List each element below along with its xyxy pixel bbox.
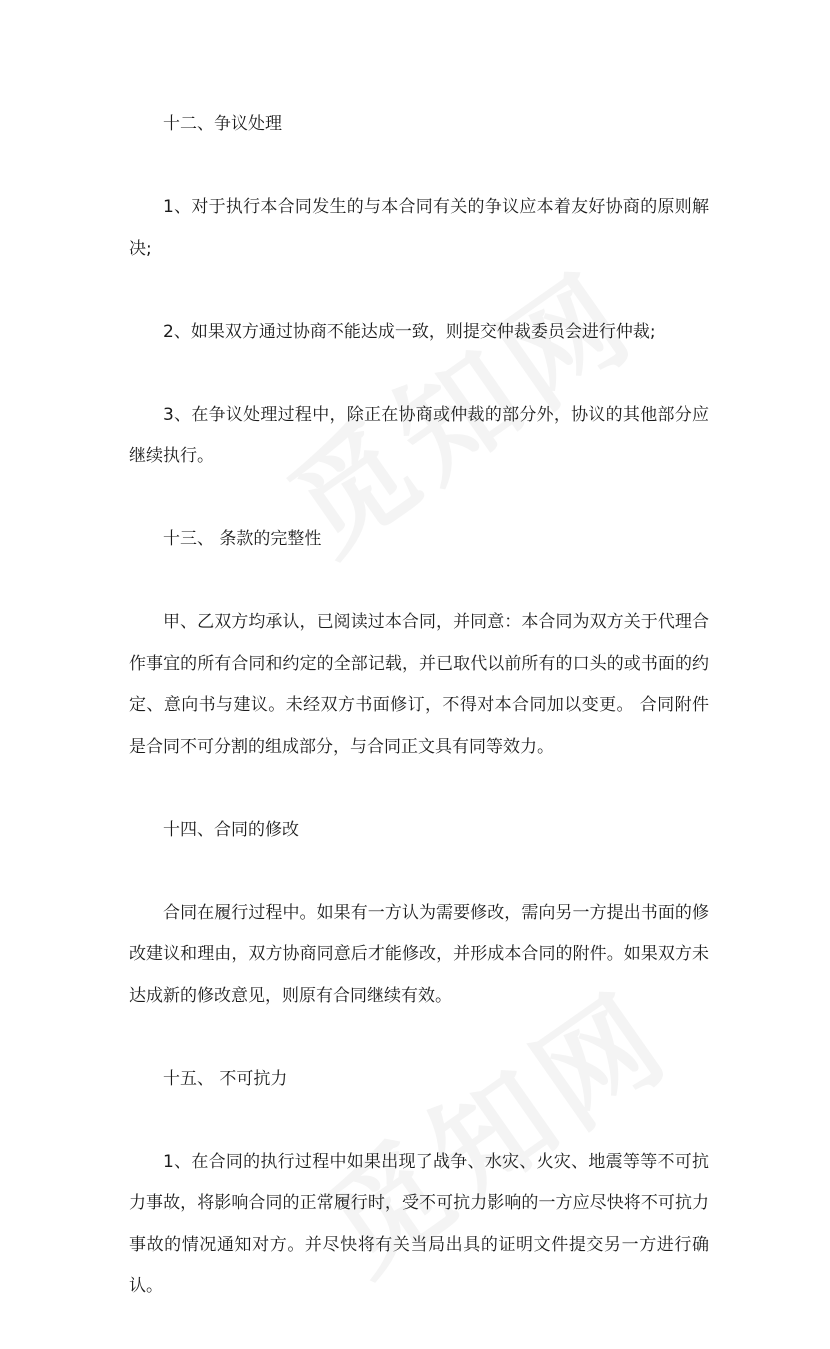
section-heading: 十二、争议处理 — [163, 114, 282, 134]
document-body — [129, 104, 709, 1349]
paragraph: 甲、乙双方均承认，已阅读过本合同，并同意：本合同为双方关于代理合作事宜的所有合同和约定的全部记载，并已取代以前所有的口头的或书面的约定、意向书与建议。未经双方书面修订，不得对本合同加以变更。 合同附件是合同不可分割的组成部分，与合同正文具有同等效力。 — [129, 612, 709, 757]
paragraph: 合同在履行过程中。如果有一方认为需要修改，需向另一方提出书面的修改建议和理由，双方协商同意后才能修改，并形成本合同的附件。如果双方未达成新的修改意见，则原有合同继续有效。 — [129, 902, 709, 1006]
section-heading: 十四、合同的修改 — [163, 819, 299, 840]
paragraph: 1、在合同的执行过程中如果出现了战争、水灾、火灾、地震等等不可抗力事故，将影响合同的正常履行时，受不可抗力影响的一方应尽快将不可抗力事故的情况通知对方。并尽快将有关当局出具的证明文件提交另一方进行确认。 — [129, 1151, 709, 1296]
section-heading: 十三、 条款的完整性 — [163, 529, 322, 549]
paragraph: 1、对于执行本合同发生的与本合同有关的争议应本着友好协商的原则解决; — [129, 197, 709, 259]
paragraph: 3、在争议处理过程中，除正在协商或仲裁的部分外，协议的其他部分应继续执行。 — [129, 404, 709, 466]
section-heading: 十五、 不可抗力 — [163, 1068, 288, 1089]
paragraph: 2、如果双方通过协商不能达成一致，则提交仲裁委员会进行仲裁; — [163, 321, 656, 342]
